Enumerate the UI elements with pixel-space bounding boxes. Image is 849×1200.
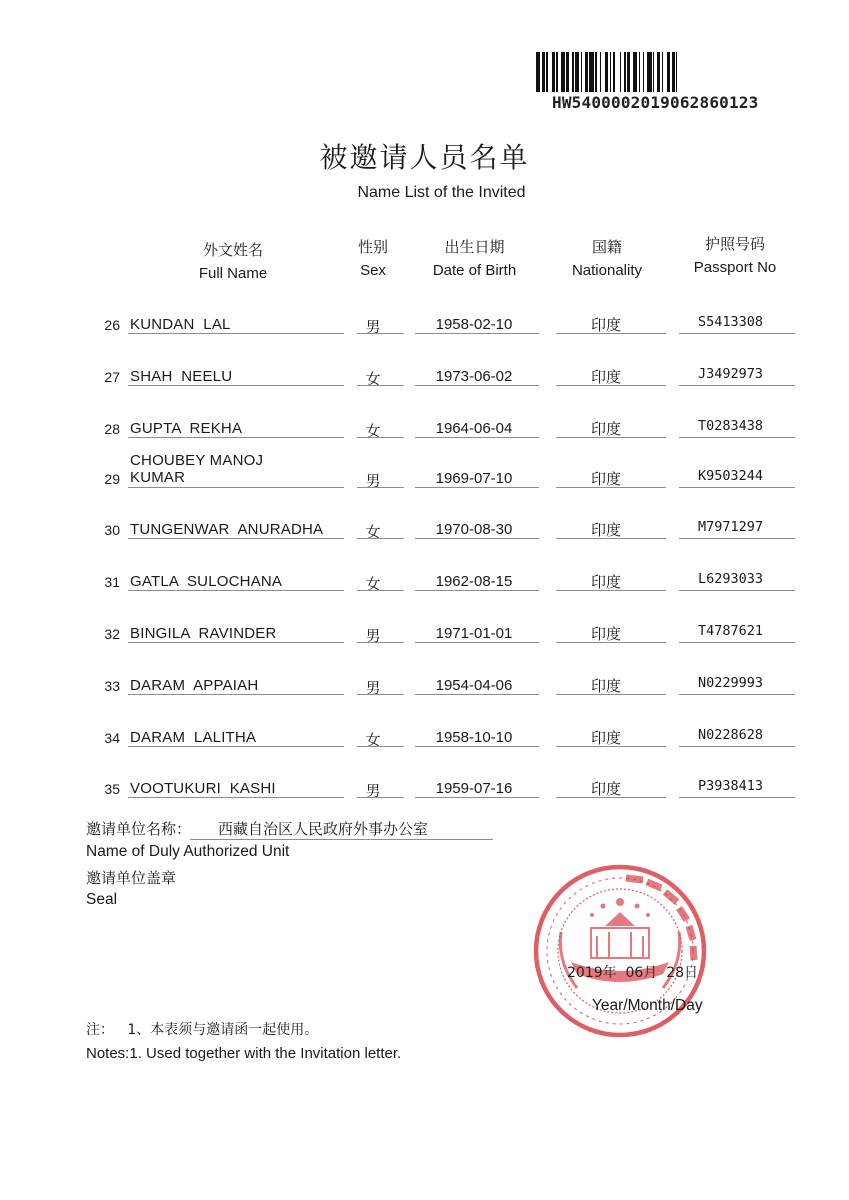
header-full-name-en: Full Name — [198, 265, 268, 282]
barcode — [536, 52, 786, 92]
header-nationality-en: Nationality — [571, 262, 643, 279]
row-passport-no: L6293033 — [698, 571, 764, 587]
row-underline — [679, 538, 795, 539]
row-underline — [357, 642, 404, 643]
row-full-name: KUNDAN LAL — [130, 316, 231, 333]
page-title-cn: 被邀请人员名单 — [319, 141, 530, 174]
row-date-of-birth: 1959-07-16 — [435, 780, 513, 797]
row-sex: 女 — [365, 523, 381, 541]
row-underline — [357, 694, 404, 695]
row-number: 30 — [104, 522, 120, 538]
row-full-name: GUPTA REKHA — [130, 420, 243, 437]
row-nationality: 印度 — [590, 625, 621, 643]
row-underline — [679, 797, 795, 798]
row-sex: 女 — [365, 731, 381, 749]
header-passport-cn: 护照号码 — [704, 235, 765, 253]
header-full-name — [170, 238, 296, 286]
row-underline — [556, 538, 666, 539]
row-passport-no: K9503244 — [698, 468, 764, 484]
row-date-of-birth: 1962-08-15 — [435, 573, 513, 590]
row-underline — [415, 385, 539, 386]
row-underline — [128, 385, 344, 386]
row-date-of-birth: 1971-01-01 — [435, 625, 513, 642]
row-underline — [679, 746, 795, 747]
row-underline — [415, 437, 539, 438]
table-row — [0, 452, 849, 510]
row-underline — [357, 797, 404, 798]
row-underline — [415, 694, 539, 695]
row-sex: 女 — [365, 370, 381, 388]
row-underline — [357, 538, 404, 539]
row-passport-no: P3938413 — [698, 778, 764, 794]
header-nationality — [552, 235, 662, 283]
row-sex: 男 — [365, 627, 381, 645]
row-full-name: DARAM APPAIAH — [130, 677, 259, 694]
row-number: 26 — [104, 317, 120, 333]
row-passport-no: T0283438 — [698, 418, 764, 434]
row-underline — [556, 694, 666, 695]
date-format-label: Year/Month/Day — [592, 997, 703, 1014]
row-sex: 男 — [365, 318, 381, 336]
row-underline — [556, 746, 666, 747]
row-number: 35 — [104, 781, 120, 797]
row-full-name: CHOUBEY MANOJ KUMAR — [130, 452, 264, 486]
row-number: 33 — [104, 678, 120, 694]
row-underline — [679, 694, 795, 695]
header-sex — [343, 235, 403, 283]
row-underline — [128, 437, 344, 438]
row-nationality: 印度 — [590, 521, 621, 539]
header-date-of-birth — [417, 235, 532, 283]
row-underline — [357, 590, 404, 591]
row-number: 29 — [104, 471, 120, 487]
row-date-of-birth: 1958-02-10 — [435, 316, 513, 333]
row-sex: 男 — [365, 472, 381, 490]
row-underline — [128, 538, 344, 539]
row-underline — [556, 385, 666, 386]
row-number: 27 — [104, 369, 120, 385]
row-date-of-birth: 1973-06-02 — [435, 368, 513, 385]
row-passport-no: N0228628 — [698, 727, 764, 743]
unit-name-value: 西藏自治区人民政府外事办公室 — [218, 820, 429, 838]
row-underline — [415, 333, 539, 334]
unit-label-cn: 邀请单位名称： — [86, 820, 192, 838]
row-underline — [679, 590, 795, 591]
row-nationality: 印度 — [590, 573, 621, 591]
row-full-name: GATLA SULOCHANA — [130, 573, 283, 590]
header-dob-en: Date of Birth — [432, 262, 517, 279]
row-underline — [556, 437, 666, 438]
row-sex: 男 — [365, 782, 381, 800]
seal-label-en: Seal — [86, 891, 118, 908]
row-underline — [679, 333, 795, 334]
row-underline — [556, 590, 666, 591]
row-nationality: 印度 — [590, 368, 621, 386]
note-en: Notes:1. Used together with the Invitation letter. — [86, 1045, 402, 1062]
table-row — [0, 420, 849, 460]
row-full-name: DARAM LALITHA — [130, 729, 257, 746]
row-passport-no: N0229993 — [698, 675, 764, 691]
row-underline — [556, 642, 666, 643]
table-row — [0, 316, 849, 356]
header-full-name-cn: 外文姓名 — [202, 241, 263, 259]
row-nationality: 印度 — [590, 420, 621, 438]
row-underline — [128, 333, 344, 334]
row-date-of-birth: 1969-07-10 — [435, 470, 513, 487]
table-row — [0, 625, 849, 665]
row-full-name: SHAH NEELU — [130, 368, 233, 385]
row-passport-no: J3492973 — [698, 366, 764, 382]
seal-label-cn: 邀请单位盖章 — [86, 869, 177, 887]
note-cn: 注： 1、本表须与邀请函一起使用。 — [86, 1022, 319, 1038]
row-sex: 男 — [365, 679, 381, 697]
row-underline — [679, 642, 795, 643]
row-underline — [556, 487, 666, 488]
table-row — [0, 780, 849, 820]
row-date-of-birth: 1970-08-30 — [435, 521, 513, 538]
barcode-bar — [677, 52, 681, 92]
row-full-name: TUNGENWAR ANURADHA — [130, 521, 324, 538]
row-number: 32 — [104, 626, 120, 642]
row-underline — [415, 590, 539, 591]
row-passport-no: S5413308 — [698, 314, 764, 330]
row-underline — [357, 437, 404, 438]
table-row — [0, 368, 849, 408]
row-underline — [556, 333, 666, 334]
row-sex: 女 — [365, 575, 381, 593]
row-underline — [415, 746, 539, 747]
table-row — [0, 573, 849, 613]
row-underline — [679, 385, 795, 386]
row-full-name: VOOTUKURI KASHI — [130, 780, 276, 797]
row-underline — [679, 487, 795, 488]
row-nationality: 印度 — [590, 470, 621, 488]
row-underline — [357, 385, 404, 386]
row-underline — [128, 590, 344, 591]
unit-label-en: Name of Duly Authorized Unit — [86, 843, 290, 860]
row-underline — [357, 487, 404, 488]
row-date-of-birth: 1964-06-04 — [435, 420, 513, 437]
row-underline — [415, 487, 539, 488]
header-nationality-cn: 国籍 — [591, 238, 622, 256]
row-date-of-birth: 1958-10-10 — [435, 729, 513, 746]
row-nationality: 印度 — [590, 316, 621, 334]
row-underline — [556, 797, 666, 798]
row-nationality: 印度 — [590, 677, 621, 695]
barcode-number: HW5400002019062860123 — [552, 93, 759, 112]
row-underline — [415, 797, 539, 798]
row-nationality: 印度 — [590, 780, 621, 798]
unit-underline — [190, 839, 493, 840]
row-number: 31 — [104, 574, 120, 590]
row-passport-no: T4787621 — [698, 623, 764, 639]
table-row — [0, 677, 849, 717]
header-sex-cn: 性别 — [357, 238, 388, 256]
page-title-en: Name List of the Invited — [357, 184, 526, 201]
row-underline — [415, 642, 539, 643]
table-row — [0, 521, 849, 561]
row-underline — [128, 746, 344, 747]
header-sex-en: Sex — [360, 262, 386, 279]
row-underline — [128, 642, 344, 643]
row-number: 28 — [104, 421, 120, 437]
row-underline — [679, 437, 795, 438]
table-row — [0, 729, 849, 769]
row-underline — [357, 333, 404, 334]
row-number: 34 — [104, 730, 120, 746]
row-date-of-birth: 1954-04-06 — [435, 677, 513, 694]
row-underline — [357, 746, 404, 747]
header-passport-no — [680, 232, 790, 280]
date-chinese: 2019年 06月 28日 — [567, 965, 699, 981]
row-underline — [128, 797, 344, 798]
row-nationality: 印度 — [590, 729, 621, 747]
row-underline — [128, 487, 344, 488]
header-passport-en: Passport No — [693, 259, 777, 276]
row-passport-no: M7971297 — [698, 519, 764, 535]
row-underline — [128, 694, 344, 695]
row-full-name: BINGILA RAVINDER — [130, 625, 277, 642]
header-dob-cn: 出生日期 — [444, 238, 505, 256]
row-underline — [415, 538, 539, 539]
row-sex: 女 — [365, 422, 381, 440]
